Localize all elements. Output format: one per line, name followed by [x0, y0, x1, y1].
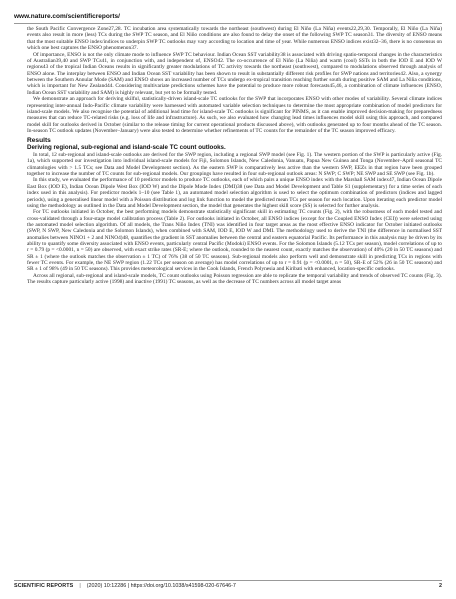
journal-url[interactable]: www.nature.com/scientificreports/ [14, 13, 120, 20]
page-footer [14, 583, 442, 589]
footer-separator: | [79, 583, 81, 589]
results-paragraph-3: For TC outlooks initiated in October, the best performing models demonstrate statistically significant skill in estimating TC counts (Fig. 2), with the robustness of each model tested and cross-validated through a four-stage model calibration process (Table 2). For outlooks initiated in October, all ENSO indices (except for the Coupled ENSO Index (CEI)) were selected using the automated model selection algorithm. Of all models, the Trans Niño Index (TNI) was identified in four target areas as the most effective ENSO indicator for October initiated outlooks (SWP, N SWP, New Caledonia and the Solomon Islands), when combined with SAM, IOD E, IOD W and DMI. The methodology used to derive the TNI (the difference in normalised SST anomalies between NINO1 + 2 and NINO4)48, quantifies the gradient in SST anomalies between the central and eastern equatorial Pacific. Its performance in this analysis may be driven by its ability to quantify some diversity associated with ENSO events, particularly central Pacific (Modoki) ENSO events. For the Solomon Islands (5.12 TCs per season), model correlations of up to r = 0.79 (p = <0.0001, n = 50) are observed, with exact strike rates (SR-E; where the outlook, rounded to the nearest count, exactly matches the observation) of 40% (20 in 50 TC seasons) and SR ± 1 (where the outlook matches the observation ± 1 TC) of 76% (38 of 50 TC seasons). Sub-regional models also perform well and demonstrate skill in predicting TCs in regions with fewer TC events. For example, the NE SWP region (1.22 TCs per season on average) has model correlations of up to r = 0.91 (p = <0.0001, n = 50), SR-E of 52% (26 in 50 TC seasons) and SR ± 1 of 98% (49 in 50 TC seasons). This provides meteorological services in the Cook Islands, French Polynesia and Kiribati with enhanced, location-specific outlooks. [27, 209, 442, 273]
results-heading: Results [27, 136, 51, 144]
intro-paragraph-2: Of importance, ENSO is not the only climate mode to influence SWP TC behaviour. Indian Ocean SST variability38 is associated with driving spatio-temporal changes in the characteristics of Australian39,40 and SWP TCs41, in conjunction with, and independent of, ENSO42. The co-occurrence of El Niño (La Niña) and warm (cool) SSTs in both the IOD E and IOD W regions43 of the tropical Indian Oceans results in significantly greater modulations of TC activity towards the northeast (southwest), compared to modulations observed through analysis of ENSO alone. The interplay between ENSO and Indian Ocean SST variability has been shown to result in substantially different risk profiles for SWP nations and territories42. Also, a synergy between the Southern Annular Mode (SAM) and ENSO shows an increased number of TCs undergo ex-tropical transition reaching further south during positive SAM and La Niña conditions, which is important for New Zealand44. Considering multivariate predictions schemes have the potential to produce more robust forecasts45,46, a combination of climate influences (ENSO, Indian Ocean SST variability and SAM) is highly relevant, but yet to be formally tested. [27, 51, 442, 96]
header-divider [14, 23, 442, 24]
footer-journal-name: SCIENTIFIC REPORTS [14, 583, 74, 589]
results-paragraph-4: Across all regional, sub-regional and island-scale models, TC count outlooks using Poisson regression are able to replicate the temporal variability and trends of observed TC counts (Fig. 3). The results capture particularly active (1998) and inactive (1991) TC seasons, as well as the decrease of TC numbers across all model target areas [27, 273, 442, 286]
footer-citation[interactable]: (2020) 10:12286 | https://doi.org/10.1038/s41598-020-67646-7 [86, 583, 236, 589]
intro-paragraph-1: the South Pacific Convergence Zone27,28. TC incubation area systematically towards the northeast (southwest) during El Niño (La Niña) events22,29,30. Temporally, El Niño (La Niña) events also result in more (less) TCs during the SWP TC season, and El Niño conditions are also found to delay the onset of the following SWP TC season31. The diversity of ENSO means that the most suitable ENSO index/indices to underpin SWP TC outlooks may vary according to location and time of year. While numerous ENSO indices exist32–36, there is no consensus on which one best captures the ENSO phenomenon37. [27, 26, 442, 52]
page-number: 2 [439, 583, 442, 589]
results-paragraph-1: In total, 12 sub-regional and island-scale outlooks are derived for the SWP region, including a regional SWP model (see Fig. 1). The western portion of the SWP is particularly active (Fig. 1a), which supported our investigation into individual island-scale models for Fiji, Solomon Islands, New Caledonia, Vanuatu, Papua New Guinea and Tonga (November–April seasonal TC climatologies with > 1.5 TCs; see Data and Model Development section). As the eastern SWP is comparatively less active than the western SWP, EEZs in that region have been grouped together to increase the number of TC counts for sub-regional models. Our groupings have resulted in four sub-regional outlook areas: N SWP; C SWP; NE SWP and SE SWP (see Fig. 1b). [27, 151, 442, 177]
article-body [27, 26, 442, 286]
intro-paragraph-3: We demonstrate an approach for deriving skilful, statistically-driven island-scale TC outlooks for the SWP that incorporates ENSO with other modes of variability. Several climate indices representing inter-annual Indo-Pacific climate variability were harnessed with automated variable selection techniques to determine the most appropriate combination of model predictors for island-scale models. We also recognise the potential of additional lead time for island-scale TC outlooks is significant for PINMS, as it can enable improved decision-making for preparedness measures that can reduce TC-related risks (e.g. loss of life and infrastructure). As such, we also evaluated how changing lead times influences model skill using this approach, and compared model skill for outlooks derived in October (similar to the release timing for current operational products discussed above), with outlooks generated up to four months ahead of the TC season. In-season TC outlook updates (November–January) were also tested to determine whether refinements of TC counts for the remainder of the TC season improved efficacy. [27, 96, 442, 134]
results-subheading: Deriving regional, sub-regional and island-scale TC count outlooks. [27, 144, 226, 152]
footer-divider [14, 580, 442, 581]
results-paragraph-2: In this study, we evaluated the performance of 10 predictor models to produce TC outlooks, each of which pairs a unique ENSO index with the Marshall SAM index47, Indian Ocean Dipole East Box (IOD E), Indian Ocean Dipole West Box (IOD W) and the Dipole Mode Index (DMI)38 (see Data and Model Development and Table S1 (supplementary) for a time series of each index used in this analysis). For predictor models 1–10 (see Table 1), an automated model selection algorithm is used to select the optimum combination of predictors (indices and lagged periods), using a generalised linear model with a Poisson distribution and log link function to model the predicted mean TCs per season for each location. Upon iterating each predictor model using the methodology as outlined in the Data and Model Development section, the model that generates the highest skill score (SS) is selected for further analysis. [27, 177, 442, 209]
